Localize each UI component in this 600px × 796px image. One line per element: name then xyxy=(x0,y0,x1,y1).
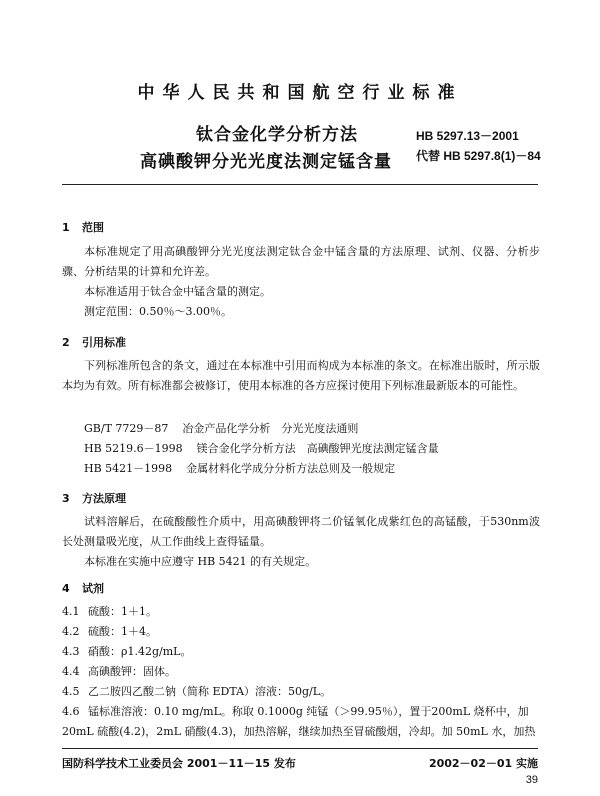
section-heading xyxy=(62,334,126,350)
bottom-divider xyxy=(62,748,538,749)
paragraph: 测定范围：0.50％～3.00％。 xyxy=(84,305,232,318)
item-number: 4.6 xyxy=(62,705,80,718)
item-text: 硫酸：1＋4。 xyxy=(88,625,157,638)
section-title: 引用标准 xyxy=(82,336,126,349)
page-number: 39 xyxy=(525,774,538,786)
standard-code: HB 5297.13－2001 xyxy=(416,129,519,143)
list-item xyxy=(62,662,540,682)
section-number: 2 xyxy=(62,336,70,349)
item-number: 4.4 xyxy=(62,665,80,678)
section-title: 试剂 xyxy=(82,582,104,595)
item-text: 锰标准溶液：0.10 mg/mL。称取 0.1000g 纯锰（＞99.95％），置于200mL 烧杯中，加20mL 硫酸(4.2)，2mL 硝酸(4.3)，加热溶解，继续加热至冒硫酸烟，冷却。加 50mL 水，加热 xyxy=(62,705,536,738)
list-item xyxy=(62,642,540,662)
document-title-line-1: 钛合金化学分析方法 xyxy=(196,125,358,145)
section-heading xyxy=(62,219,104,235)
paragraph: 本标准适用于钛合金中锰含量的测定。 xyxy=(84,285,271,298)
list-item xyxy=(62,622,540,642)
section-title: 方法原理 xyxy=(82,492,126,505)
replaces-code: 代替 HB 5297.8(1)－84 xyxy=(416,149,541,163)
list-item xyxy=(62,702,540,742)
reference-code: HB 5421－1998 xyxy=(84,462,173,475)
reference-code: GB/T 7729－87 xyxy=(84,422,169,435)
paragraph: 下列标准所包含的条文，通过在本标准中引用而构成为本标准的条文。在标准出版时，所示版本均为有效。所有标准都会被修订，使用本标准的各方应探讨使用下列标准最新版本的可能性。 xyxy=(62,359,540,392)
reference-item xyxy=(84,460,395,476)
item-text: 乙二胺四乙酸二钠（简称 EDTA）溶液：50g/L。 xyxy=(88,685,332,698)
item-number: 4.5 xyxy=(62,685,80,698)
reference-title: 冶金产品化学分析 分光光度法通则 xyxy=(182,422,359,435)
paragraph: 本标准在实施中应遵守 HB 5421 的有关规定。 xyxy=(84,555,317,568)
section-title: 范围 xyxy=(82,221,104,234)
item-number: 4.1 xyxy=(62,605,80,618)
reference-title: 金属材料化学成分分析方法总则及一般规定 xyxy=(186,462,396,475)
item-text: 硫酸：1＋1。 xyxy=(88,605,157,618)
section-number: 1 xyxy=(62,221,70,234)
item-number: 4.2 xyxy=(62,625,80,638)
reference-item xyxy=(84,440,439,456)
list-item xyxy=(62,682,540,702)
section-heading xyxy=(62,490,126,506)
standard-category-header: 中华人民共和国航空行业标准 xyxy=(137,83,463,103)
item-text: 硝酸：ρ1.42g/mL。 xyxy=(88,645,192,658)
effective-date: 2002－02－01 实施 xyxy=(428,757,538,770)
reference-item xyxy=(84,420,358,436)
section-heading xyxy=(62,580,104,596)
document-title-line-2: 高碘酸钾分光光度法测定锰含量 xyxy=(140,152,392,172)
section-number: 3 xyxy=(62,492,70,505)
paragraph: 本标准规定了用高碘酸钾分光光度法测定钛合金中锰含量的方法原理、试剂、仪器、分析步骤、分析结果的计算和允许差。 xyxy=(62,245,540,278)
item-text: 高碘酸钾：固体。 xyxy=(88,665,176,678)
list-item xyxy=(62,602,540,622)
section-number: 4 xyxy=(62,582,70,595)
issuer-date: 国防科学技术工业委员会 2001－11－15 发布 xyxy=(62,757,296,770)
item-number: 4.3 xyxy=(62,645,80,658)
reference-code: HB 5219.6－1998 xyxy=(84,442,183,455)
paragraph: 试料溶解后，在硫酸酸性介质中，用高碘酸钾将二价锰氧化成紫红色的高锰酸，于530nm波长处测量吸光度，从工作曲线上查得锰量。 xyxy=(62,515,540,548)
top-divider xyxy=(62,184,538,185)
reference-title: 镁合金化学分析方法 高碘酸钾光度法测定锰含量 xyxy=(196,442,439,455)
